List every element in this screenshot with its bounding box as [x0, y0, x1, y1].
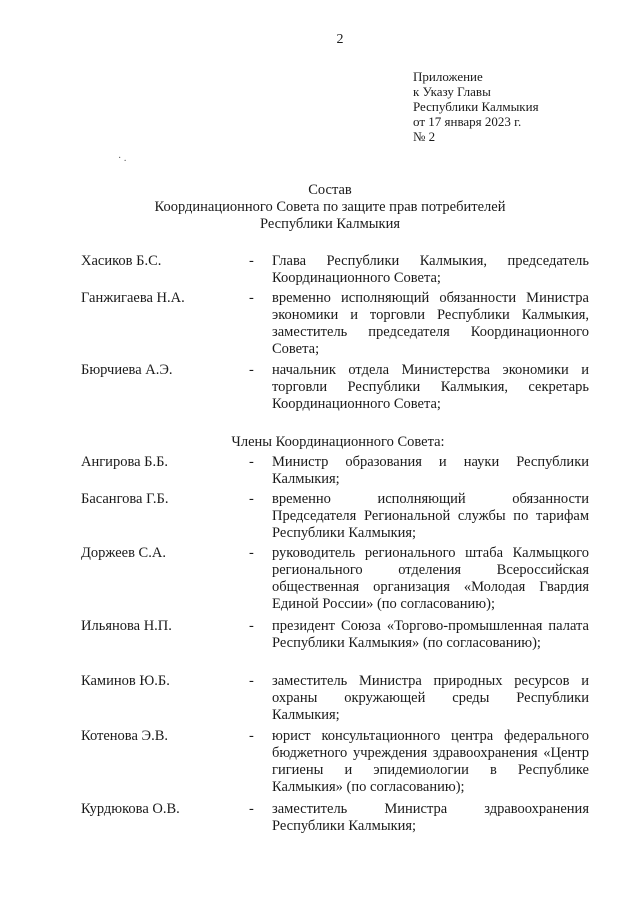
dash: - — [249, 454, 254, 470]
member-name: Хасиков Б.С. — [81, 253, 162, 269]
dash: - — [249, 801, 254, 817]
member-name: Доржеев С.А. — [81, 545, 166, 561]
dash: - — [249, 362, 254, 378]
members-heading: Члены Координационного Совета: — [231, 434, 445, 450]
dash: - — [249, 253, 254, 269]
member-name: Котенова Э.В. — [81, 728, 168, 744]
appendix-block — [413, 69, 539, 144]
member-role: Министр образования и науки Республики Калмыкия; — [272, 454, 589, 487]
member-role: руководитель регионального штаба Калмыцкого регионального отделения Всероссийская общественная организация «Молодая Гвардия Единой России» (по согласованию); — [272, 545, 589, 612]
member-role: Глава Республики Калмыкия, председатель Координационного Совета; — [272, 253, 589, 286]
member-name: Каминов Ю.Б. — [81, 673, 170, 689]
document-title — [0, 182, 640, 233]
dash: - — [249, 618, 254, 634]
dash: - — [249, 290, 254, 306]
page-number: 2 — [336, 32, 344, 47]
member-name: Курдюкова О.В. — [81, 801, 180, 817]
appendix-line: № 2 — [413, 129, 436, 144]
member-role: временно исполняющий обязанности Министра экономики и торговли Республики Калмыкия, заместитель председателя Координационного Совета; — [272, 290, 589, 357]
appendix-line: к Указу Главы — [413, 84, 491, 99]
member-name: Ангирова Б.Б. — [81, 454, 169, 470]
title-line: Координационного Совета по защите прав потребителей — [154, 199, 506, 215]
title-line: Республики Калмыкия — [259, 216, 401, 232]
member-role: заместитель Министра природных ресурсов и охраны окружающей среды Республики Калмыкия; — [272, 673, 589, 723]
dash: - — [249, 728, 254, 744]
dash: - — [249, 673, 254, 689]
member-name: Бюрчиева А.Э. — [81, 362, 173, 378]
title-line: Состав — [308, 182, 352, 198]
member-name: Ильянова Н.П. — [81, 618, 172, 634]
member-role: президент Союза «Торгово-промышленная палата Республики Калмыкия» (по согласованию); — [272, 618, 589, 651]
member-name: Ганжигаева Н.А. — [81, 290, 185, 306]
appendix-line: Приложение — [413, 69, 483, 84]
appendix-line: Республики Калмыкия — [413, 99, 539, 114]
member-role: начальник отдела Министерства экономики и торговли Республики Калмыкия, секретарь Координационного Совета; — [272, 362, 589, 412]
dash: - — [249, 491, 254, 507]
scan-speck: · . — [118, 153, 127, 164]
member-name: Басангова Г.Б. — [81, 491, 169, 507]
dash: - — [249, 545, 254, 561]
appendix-line: от 17 января 2023 г. — [413, 114, 522, 129]
member-role: юрист консультационного центра федерального бюджетного учреждения здравоохранения «Центр гигиены и эпидемиологии в Республике Калмыкия» (по согласованию); — [272, 728, 589, 795]
member-role: заместитель Министра здравоохранения Республики Калмыкия; — [272, 801, 589, 834]
member-role: временно исполняющий обязанности Председателя Региональной службы по тарифам Республики Калмыкия; — [272, 491, 589, 541]
